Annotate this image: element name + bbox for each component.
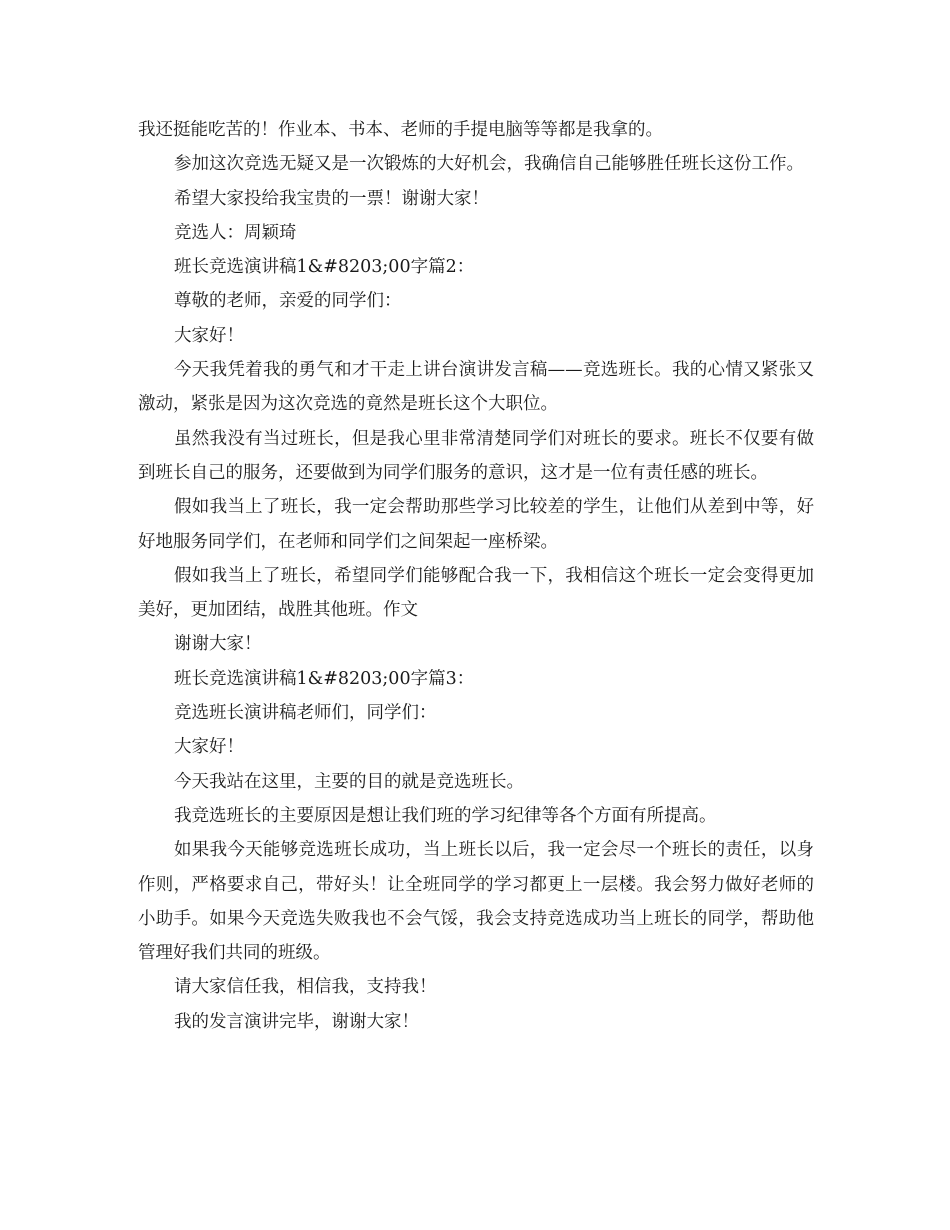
paragraph: 如果我今天能够竞选班长成功，当上班长以后，我一定会尽一个班长的责任，以身作则，严格要求自己，带好头！让全班同学的学习都更上一层楼。我会努力做好老师的小助手。如果今天竞选失败我也不会气馁，我会支持竞选成功当上班长的同学，帮助他管理好我们共同的班级。 bbox=[138, 840, 814, 964]
greeting: 大家好！ bbox=[174, 325, 244, 346]
paragraph: 今天我站在这里，主要的目的就是竞选班长。 bbox=[174, 771, 524, 792]
section-heading: 班长竞选演讲稿1&#8203;00字篇3： bbox=[174, 668, 475, 689]
salutation: 尊敬的老师，亲爱的同学们： bbox=[174, 291, 402, 312]
paragraph: 我竞选班长的主要原因是想让我们班的学习纪律等各个方面有所提高。 bbox=[174, 805, 717, 826]
greeting: 大家好！ bbox=[174, 737, 244, 758]
paragraph: 请大家信任我，相信我，支持我！ bbox=[174, 977, 437, 998]
paragraph: 今天我凭着我的勇气和才干走上讲台演讲发言稿——竞选班长。我的心情又紧张又激动，紧张是因为这次竞选的竟然是班长这个大职位。 bbox=[138, 360, 814, 415]
closing: 我的发言演讲完毕，谢谢大家！ bbox=[174, 1011, 419, 1032]
paragraph: 参加这次竞选无疑又是一次锻炼的大好机会，我确信自己能够胜任班长这份工作。 bbox=[174, 154, 804, 175]
salutation: 竞选班长演讲稿老师们，同学们： bbox=[174, 703, 437, 724]
paragraph: 虽然我没有当过班长，但是我心里非常清楚同学们对班长的要求。班长不仅要有做到班长自己的服务，还要做到为同学们服务的意识，这才是一位有责任感的班长。 bbox=[138, 428, 814, 483]
paragraph: 假如我当上了班长，我一定会帮助那些学习比较差的学生，让他们从差到中等，好好地服务同学们，在老师和同学们之间架起一座桥梁。 bbox=[138, 497, 814, 552]
candidate-signature: 竞选人：周颖琦 bbox=[174, 222, 297, 243]
document-body bbox=[138, 113, 814, 1039]
closing: 谢谢大家！ bbox=[174, 634, 262, 655]
paragraph: 希望大家投给我宝贵的一票！谢谢大家！ bbox=[174, 188, 489, 209]
paragraph-continuation: 我还挺能吃苦的！作业本、书本、老师的手提电脑等等都是我拿的。 bbox=[138, 120, 663, 140]
section-heading: 班长竞选演讲稿1&#8203;00字篇2： bbox=[174, 257, 475, 278]
paragraph: 假如我当上了班长，希望同学们能够配合我一下，我相信这个班长一定会变得更加美好，更加团结，战胜其他班。作文 bbox=[138, 565, 814, 621]
